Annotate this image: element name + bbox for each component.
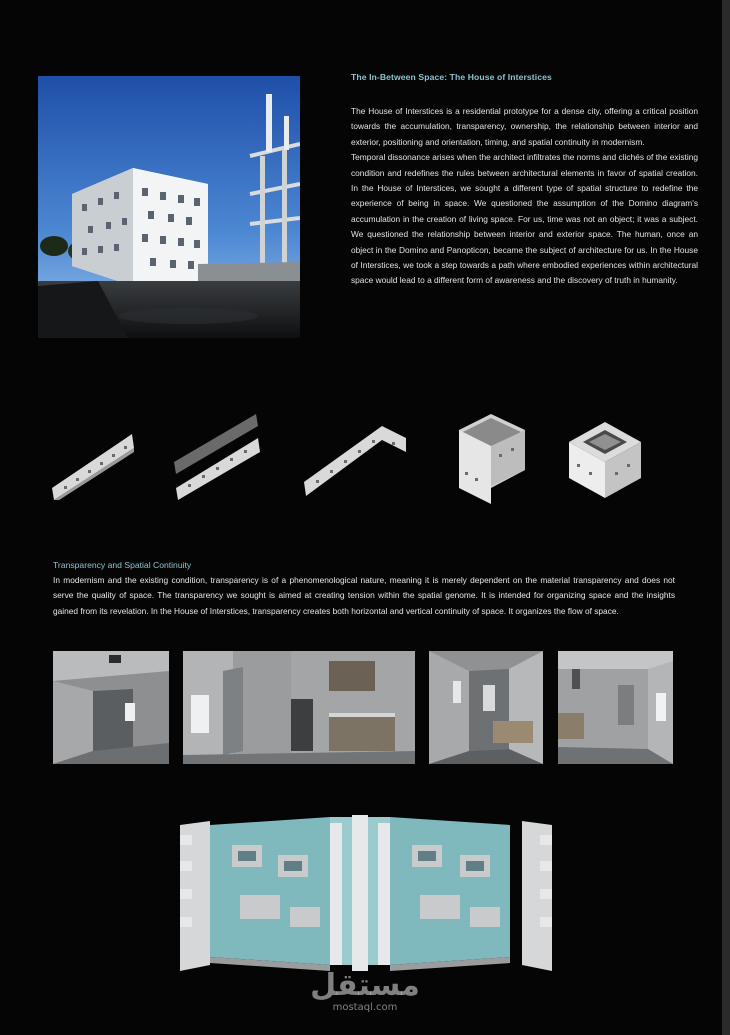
page-edge: [722, 0, 730, 1035]
intro-paragraph: The House of Interstices is a residential prototype for a dense city, offering a critical position towards the accumulation, transparency, ownership, the relationship between interior and exterior, positioning and orientation, timing, and spatial continuity in modernism.: [351, 106, 698, 147]
intro-text: [351, 104, 698, 289]
interior-render: [429, 651, 543, 764]
section-title: The In-Between Space: The House of Interstices: [351, 72, 552, 82]
diagram-single-wall: [50, 430, 140, 500]
section-subtitle: Transparency and Spatial Continuity: [53, 560, 192, 570]
transparency-text: In modernism and the existing condition, transparency is of a phenomenological nature, meaning it is merely dependent on the material transparency and does not serve the quality of space. The transparency we sought is aimed at creating tension within the spatial genome. It is intended for organizing space and the insights gained from its revelation. In the House of Interstices, transparency creates both horizontal and vertical continuity of space. It organizes the flow of space.: [53, 575, 675, 616]
axonometric-section: [180, 815, 552, 975]
watermark-arabic: مستقل: [310, 968, 420, 1003]
diagram-double-wall: [170, 412, 265, 502]
diagram-corner-wall: [302, 422, 412, 497]
interior-render: [53, 651, 169, 764]
hero-building-photo: [38, 76, 300, 338]
diagram-sequence: [40, 400, 690, 520]
watermark-latin: mostaql.com: [332, 1002, 398, 1013]
intro-paragraph: Temporal dissonance arises when the architect infiltrates the norms and clichés of the existing condition and redefines the rules between architectural elements in favor of spatial creation. In the House of Interstices, we sought a different type of spatial structure to redefine the experience of being in space. We questioned the assumption of the Domino diagram's accumulation in the creation of living space. For us, time was not an object; it was a subject. We questioned the relationship between interior and exterior space. The human, once an object in the Domino and Panopticon, became the subject of architecture for us. In the House of Interstices, we took a step towards a path where embodied experiences within architectural space would lead to a different form of awareness and the discovery of truth in humanity.: [351, 152, 698, 286]
interior-render: [183, 651, 415, 764]
diagram-u-volume: [455, 410, 535, 505]
interior-render: [558, 651, 673, 764]
diagram-courtyard-volume: [565, 414, 645, 504]
watermark-logo: [300, 970, 430, 1014]
